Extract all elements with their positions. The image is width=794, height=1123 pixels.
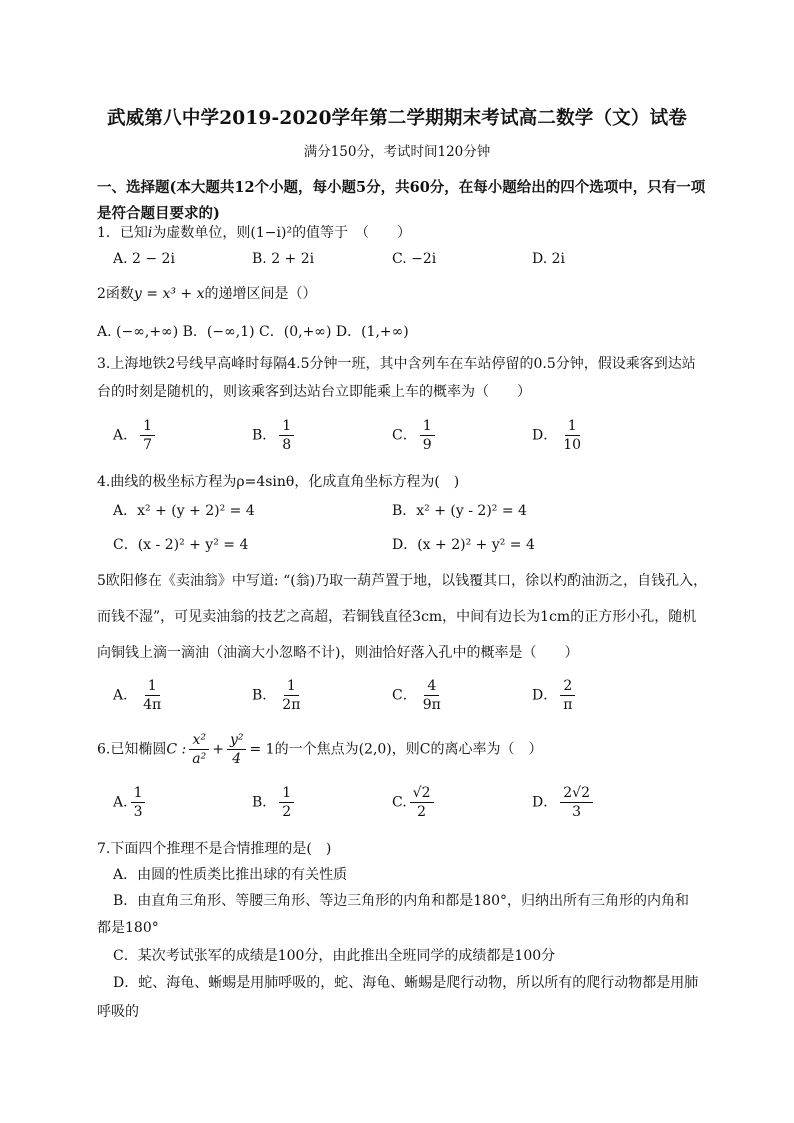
q3-frac-d	[560, 418, 584, 453]
q6-frac-d	[560, 785, 593, 820]
q1-text-b: 为虚数单位，则	[152, 225, 251, 241]
q5-frac-b	[279, 678, 303, 713]
q3-den-b: 8	[282, 437, 292, 454]
q6-text-b: 的一个焦点为(2,0)，则C的离心率为（ ）	[274, 741, 543, 758]
q1-text-a: 1．已知	[97, 225, 148, 241]
q3-option-a	[113, 418, 158, 453]
q6-frac-x	[189, 732, 209, 767]
q6-num-c: √2	[410, 785, 434, 803]
q6-num-b: 1	[279, 785, 294, 803]
q1-expression: (1−i)²	[250, 225, 293, 241]
q5-num-b: 1	[284, 678, 299, 696]
exam-title: 武威第八中学2019-2020学年第二学期期末考试高二数学（文）试卷	[107, 108, 687, 129]
q6-frac-y	[227, 732, 247, 767]
q2-text-b: 的递增区间是（）	[204, 286, 317, 302]
q5-frac-a	[140, 678, 164, 713]
q5-label-b: B．	[252, 687, 277, 704]
q6-label-c: C.	[392, 794, 407, 811]
q5-den-c: 9π	[422, 697, 441, 714]
q3-num-c: 1	[420, 418, 435, 436]
q5-den-a: 4π	[143, 697, 162, 714]
q6-equals: = 1	[249, 741, 275, 758]
q3-option-d	[532, 418, 587, 453]
q5-num-a: 1	[145, 678, 160, 696]
q6-label-b: B．	[252, 794, 277, 811]
q3-frac-c	[420, 418, 435, 453]
q6-ellipse-name: C :	[166, 741, 187, 758]
q6-label-d: D．	[532, 794, 558, 811]
q7-option-b-line1: B．由直角三角形、等腰三角形、等边三角形的内角和都是180°，归纳出所有三角形的内角和	[113, 893, 690, 909]
q6-label-a: A.	[113, 794, 128, 811]
q3-label-c: C．	[392, 427, 417, 444]
q3-frac-a	[140, 418, 155, 453]
q6-frac-x-den: a²	[192, 751, 207, 768]
q6-frac-y-den: 4	[232, 751, 242, 768]
q7-option-d-line1: D．蛇、海龟、蜥蜴是用肺呼吸的，蛇、海龟、蜥蜴是爬行动物，所以所有的爬行动物都是用肺	[113, 975, 699, 991]
q7-option-a: A．由圆的性质类比推出球的有关性质	[113, 867, 348, 883]
q3-den-d: 10	[563, 437, 582, 454]
q6-option-c	[392, 785, 437, 820]
q5-option-b	[252, 678, 306, 713]
q5-label-c: C．	[392, 687, 417, 704]
q1-text-c: 的值等于 （ ）	[292, 225, 412, 241]
q5-label-d: D．	[532, 687, 558, 704]
q3-num-a: 1	[140, 418, 155, 436]
q6-den-b: 2	[282, 804, 292, 821]
q2-options: A. (−∞,+∞) B．(−∞,1) C．(0,+∞) D．(1,+∞)	[97, 324, 409, 340]
q3-option-b	[252, 418, 297, 453]
exam-subtitle: 满分150分，考试时间120分钟	[303, 144, 491, 160]
q6-option-a	[113, 785, 148, 820]
question-3-line1: 3.上海地铁2号线早高峰时每隔4.5分钟一班，其中含列车在车站停留的0.5分钟，假设乘客到达站	[97, 356, 696, 372]
q3-frac-b	[279, 418, 294, 453]
q5-num-c: 4	[424, 678, 439, 696]
q6-num-a: 1	[131, 785, 146, 803]
q6-frac-a	[131, 785, 146, 820]
question-5-line3: 向铜钱上滴一滴油（油滴大小忽略不计)，则油恰好落入孔中的概率是（ ）	[97, 645, 579, 661]
q5-frac-c	[420, 678, 444, 713]
q3-num-b: 1	[279, 418, 294, 436]
q7-option-c: C．某次考试张军的成绩是100分，由此推出全班同学的成绩都是100分	[113, 948, 556, 964]
q6-option-d	[532, 785, 596, 820]
q6-text-a: 6.已知椭圆	[97, 741, 167, 758]
q4-option-c: C．(x - 2)² + y² = 4	[113, 537, 249, 553]
question-2-stem	[97, 283, 317, 303]
q4-option-b: B．x² + (y - 2)² = 4	[392, 503, 527, 519]
q1-option-c: C. −2i	[392, 251, 437, 267]
q6-num-d: 2√2	[560, 785, 593, 803]
section-heading-line1: 一、选择题(本大题共12个小题，每小题5分，共60分，在每小题给出的四个选项中，只有一项	[97, 179, 706, 196]
q6-den-d: 3	[572, 804, 582, 821]
q6-den-c: 2	[417, 804, 427, 821]
q3-num-d: 1	[565, 418, 580, 436]
question-5-line1: 5欧阳修在《卖油翁》中写道: “(翁)乃取一葫芦置于地，以钱覆其口，徐以杓酌油沥之，自钱孔入，	[97, 573, 708, 589]
q1-option-a: A. 2 − 2i	[113, 251, 175, 267]
q1-option-d: D. 2i	[532, 251, 566, 267]
q6-frac-b	[279, 785, 294, 820]
q1-var-i: i	[147, 225, 153, 241]
q7-option-b-line2: 都是180°	[97, 920, 159, 936]
q5-den-b: 2π	[282, 697, 301, 714]
q3-option-c	[392, 418, 438, 453]
q6-frac-x-num: x²	[189, 732, 209, 750]
q7-option-d-line2: 呼吸的	[97, 1004, 139, 1020]
q2-text-a: 2函数	[97, 286, 134, 302]
q6-plus: +	[212, 741, 224, 758]
q3-label-d: D．	[532, 427, 558, 444]
q4-option-d: D．(x + 2)² + y² = 4	[392, 537, 535, 553]
question-6-stem	[97, 732, 542, 767]
section-heading-line2: 是符合题目要求的)	[97, 205, 220, 222]
q3-label-b: B．	[252, 427, 277, 444]
q6-frac-c	[410, 785, 434, 820]
q5-den-d: π	[563, 697, 573, 714]
question-4-stem: 4.曲线的极坐标方程为ρ=4sinθ，化成直角坐标方程为( )	[97, 474, 460, 490]
q5-option-d	[532, 678, 578, 713]
q2-expression: y = x³ + x	[133, 286, 205, 302]
q6-option-b	[252, 785, 297, 820]
q5-num-d: 2	[560, 678, 575, 696]
q4-option-a: A．x² + (y + 2)² = 4	[113, 503, 255, 519]
q3-label-a: A．	[113, 427, 138, 444]
question-5-line2: 而钱不湿”，可见卖油翁的技艺之高超，若铜钱直径3cm，中间有边长为1cm的正方形小孔，随机	[97, 609, 697, 625]
question-3-line2: 台的时刻是随机的，则该乘客到达站台立即能乘上车的概率为（ ）	[97, 384, 531, 400]
q3-den-a: 7	[143, 437, 153, 454]
q1-option-b: B. 2 + 2i	[252, 251, 315, 267]
question-1-stem	[97, 222, 411, 242]
q5-frac-d	[560, 678, 575, 713]
question-7-stem: 7.下面四个推理不是合情推理的是( )	[97, 841, 332, 857]
q6-frac-y-num: y²	[227, 732, 247, 750]
q3-den-c: 9	[422, 437, 432, 454]
q5-option-a	[113, 678, 167, 713]
q5-label-a: A．	[113, 687, 138, 704]
q6-den-a: 3	[133, 804, 143, 821]
q5-option-c	[392, 678, 447, 713]
